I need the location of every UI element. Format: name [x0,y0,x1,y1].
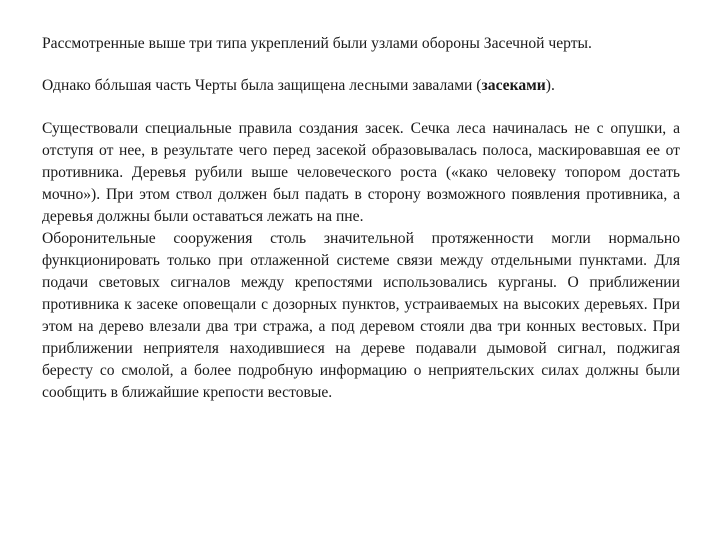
zaseki-line [42,75,680,97]
zaseki-line-end: ). [545,77,555,94]
paragraph-communication: Оборонительные сооружения столь значительной протяженности могли нормально функционировать только при отлаженной системе связи между отдельными пунктами. Для подачи световых сигналов между крепостями использовались курганы. О приближении противника к засеке оповещали с дозорных пунктов, устраиваемых на высоких деревьях. При этом на дерево влезали два три стража, а под деревом стояли два три конных вестовых. При приближении неприятеля находившиеся на дереве подавали дымовой сигнал, поджигая бересту со смолой, а более подробную информацию о неприятельских силах должны были сообщить в ближайшие крепости вестовые. [42,230,680,401]
body-text [42,118,680,404]
zaseki-line-start: Однако бóльшая часть Черты была защищена лесными завалами ( [42,77,482,94]
paragraph-zaseki-rules: Существовали специальные правила создания засек. Сечка леса начиналась не с опушки, а отступя от нее, в результате чего перед засекой образовывалась полоса, маскировавшая ее от противника. Деревья рубили выше человеческого роста («како человеку топором достать мочно»). При этом ствол должен был падать в сторону возможного появления противника, а деревья должны были оставаться лежать на пне. [42,120,680,225]
zaseki-term: засеками [481,77,546,94]
intro-line: Рассмотренные выше три типа укреплений были узлами обороны Засечной черты. [42,35,592,52]
